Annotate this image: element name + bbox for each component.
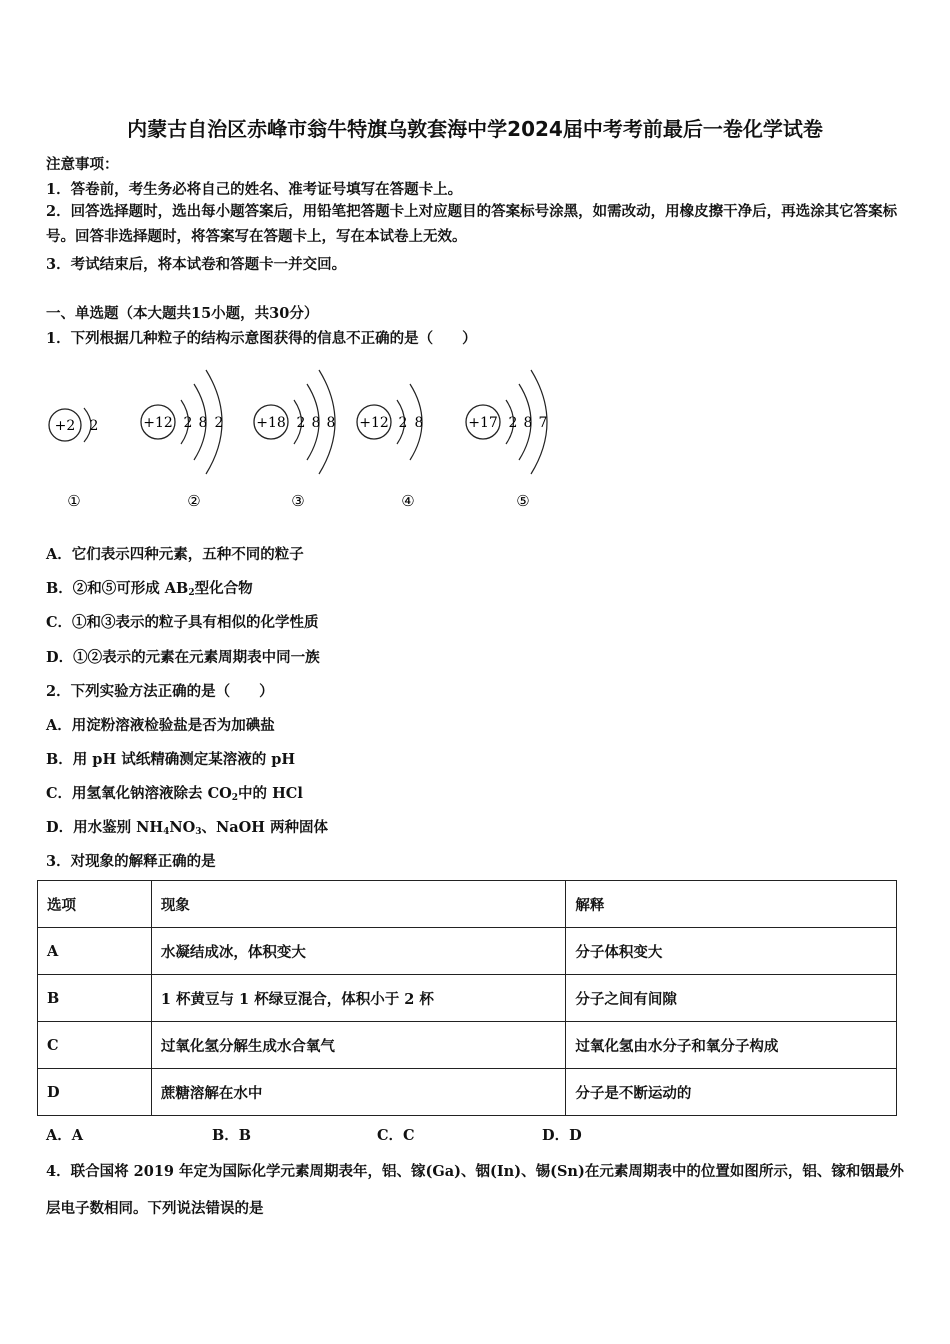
particle-5-diagram [466, 370, 547, 510]
q3-option-d: D．D [542, 1127, 582, 1144]
particle-4-shell-2: 8 [414, 415, 424, 431]
table-row [38, 1022, 897, 1069]
table-row [38, 975, 897, 1022]
particle-2-label: ② [187, 492, 201, 510]
particle-1-label: ① [67, 492, 81, 510]
table-row [38, 1069, 897, 1116]
particle-5-shell-3: 7 [538, 415, 548, 431]
q3-option-c: C．C [377, 1127, 415, 1144]
q4-stem: 4．联合国将 2019 年定为国际化学元素周期表年，铝、镓(Ga)、铟(In)、锡(Sn)在元素周期表中的位置如图所示，铝、镓和铟最外层电子数相同。下列说法错误的是 [46, 1163, 904, 1217]
particle-1-shell-1: 2 [89, 418, 99, 434]
particle-5-nucleus: +17 [468, 415, 498, 431]
table-cell: 分子之间有间隙 [566, 975, 897, 1022]
particle-1-nucleus: +2 [54, 418, 76, 434]
particle-4-diagram [357, 384, 423, 510]
particle-1-diagram [49, 408, 98, 510]
notice-item-1: 1．答卷前，考生务必将自己的姓名、准考证号填写在答题卡上。 [46, 181, 463, 198]
particle-2-shell-3: 2 [214, 415, 224, 431]
notice-item-2: 2．回答选择题时，选出每小题答案后，用铅笔把答题卡上对应题目的答案标号涂黑，如需改动，用橡皮擦干净后，再选涂其它答案标号。回答非选择题时，将答案写在答题卡上，写在本试卷上无效。 [46, 203, 898, 245]
particle-2-nucleus: +12 [143, 415, 173, 431]
table-cell: D [38, 1069, 152, 1116]
q3-table [37, 880, 897, 1116]
table-cell: 过氧化氢由水分子和氧分子构成 [566, 1022, 897, 1069]
table-header-cell: 选项 [38, 881, 152, 928]
particle-5-shell-1: 2 [508, 415, 518, 431]
q1-option-d: D．①②表示的元素在元素周期表中同一族 [46, 649, 320, 666]
particle-4-nucleus: +12 [359, 415, 389, 431]
q3-stem: 3．对现象的解释正确的是 [46, 853, 216, 870]
particle-2-diagram [141, 370, 223, 510]
table-header-row [38, 881, 897, 928]
particle-diagrams [40, 360, 580, 520]
notice-heading: 注意事项： [46, 156, 119, 173]
particle-4-shell-1: 2 [398, 415, 408, 431]
table-cell: B [38, 975, 152, 1022]
particle-3-shell-2: 8 [311, 415, 321, 431]
q1-option-a: A．它们表示四种元素，五种不同的粒子 [46, 546, 304, 563]
q2-option-a: A．用淀粉溶液检验盐是否为加碘盐 [46, 717, 275, 734]
table-cell: 分子体积变大 [566, 928, 897, 975]
q1-option-c: C．①和③表示的粒子具有相似的化学性质 [46, 614, 319, 631]
notice-item-3: 3．考试结束后，将本试卷和答题卡一并交回。 [46, 256, 347, 273]
table-cell: C [38, 1022, 152, 1069]
table-cell: 1 杯黄豆与 1 杯绿豆混合，体积小于 2 杯 [151, 975, 566, 1022]
particle-3-diagram [254, 370, 335, 510]
table-cell: 蔗糖溶解在水中 [151, 1069, 566, 1116]
particle-3-shell-3: 8 [326, 415, 336, 431]
q3-option-b: B．B [212, 1127, 252, 1144]
table-header-cell: 现象 [151, 881, 566, 928]
table-row [38, 928, 897, 975]
section-heading: 一、单选题（本大题共15小题，共30分） [46, 305, 319, 322]
table-cell: 水凝结成冰，体积变大 [151, 928, 566, 975]
particle-3-shell-1: 2 [296, 415, 306, 431]
particle-2-shell-1: 2 [183, 415, 193, 431]
particle-3-nucleus: +18 [256, 415, 286, 431]
particle-5-shell-2: 8 [523, 415, 533, 431]
q3-option-a: A．A [46, 1127, 84, 1144]
q2-option-c: C．用氢氧化钠溶液除去 $CO_2$中的 HCl [46, 785, 303, 803]
q1-option-b: B．②和⑤可形成 $AB_2$型化合物 [46, 580, 253, 598]
table-cell: 分子是不断运动的 [566, 1069, 897, 1116]
particle-3-label: ③ [291, 492, 305, 510]
particle-4-label: ④ [401, 492, 415, 510]
table-cell: 过氧化氢分解生成水合氧气 [151, 1022, 566, 1069]
q2-option-b: B．用 pH 试纸精确测定某溶液的 pH [46, 751, 296, 768]
table-header-cell: 解释 [566, 881, 897, 928]
page-title: 内蒙古自治区赤峰市翁牛特旗乌敦套海中学2024届中考考前最后一卷化学试卷 [127, 117, 823, 141]
particle-2-shell-2: 8 [198, 415, 208, 431]
q2-stem: 2．下列实验方法正确的是（ ） [46, 683, 274, 700]
particle-5-label: ⑤ [516, 492, 530, 510]
q1-stem: 1．下列根据几种粒子的结构示意图获得的信息不正确的是（ ） [46, 330, 477, 347]
table-cell: A [38, 928, 152, 975]
q2-option-d: D．用水鉴别 $NH_4NO_3$、NaOH 两种固体 [46, 819, 329, 837]
